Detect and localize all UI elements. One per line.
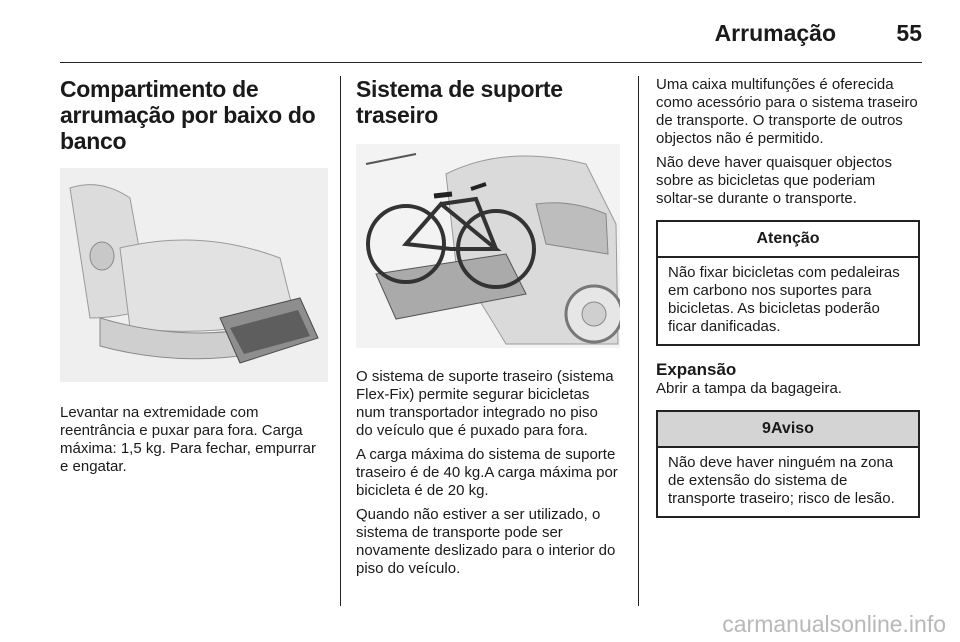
attention-body: Não fixar bicicletas com pedaleiras em carbono nos suportes para bicicletas. As bicicletas poderão ficar danificadas.: [668, 264, 900, 335]
column-rear-carrier: [356, 76, 618, 578]
column-storage: [60, 76, 328, 476]
bicycle-carrier-illustration: [356, 144, 620, 348]
warning-header: [658, 412, 918, 448]
attention-notice: [656, 220, 920, 346]
column-divider-right: [638, 76, 639, 606]
attention-title: Atenção: [658, 222, 918, 258]
page-header: [0, 16, 960, 56]
warning-body: Não deve haver ninguém na zona de extensão do sistema de transporte traseiro; risco de lesão.: [668, 454, 895, 507]
rear-carrier-heading: Sistema de suporte traseiro: [356, 76, 563, 128]
column-divider-left: [340, 76, 341, 606]
rear-carrier-paragraph-3: Quando não estiver a ser utilizado, o sistema de transporte pode ser novamente deslizado para o interior do piso do veículo.: [356, 506, 616, 577]
warning-notice: [656, 410, 920, 518]
warning-title: Aviso: [770, 420, 814, 437]
section-title: Arrumação: [714, 20, 836, 46]
expansion-heading: Expansão: [656, 360, 737, 379]
rear-carrier-paragraph-2: A carga máxima do sistema de suporte traseiro é de 40 kg.A carga máxima por bicicleta é de 20 kg.: [356, 446, 618, 499]
column-continued: [656, 76, 920, 518]
objects-paragraph: Não deve haver quaisquer objectos sobre as bicicletas que poderiam soltar-se durante o transporte.: [656, 154, 892, 207]
storage-heading: Compartimento de arrumação por baixo do banco: [60, 76, 316, 154]
bicycle-icon: [356, 144, 620, 348]
rear-carrier-paragraph-1: O sistema de suporte traseiro (sistema Flex-Fix) permite segurar bicicletas num transportador integrado no piso do veículo que é puxado para fora.: [356, 368, 614, 439]
warning-icon: 9: [762, 420, 771, 437]
expansion-paragraph: Abrir a tampa da bagageira.: [656, 380, 842, 397]
seat-drawer-icon: [60, 168, 328, 382]
header-rule: [60, 62, 922, 63]
watermark: carmanualsonline.info: [722, 611, 946, 637]
page-number: 55: [896, 20, 922, 46]
seat-storage-illustration: [60, 168, 328, 382]
multibox-paragraph: Uma caixa multifunções é oferecida como acessório para o sistema traseiro de transporte. O transporte de outros objectos não é permitido.: [656, 76, 918, 147]
storage-paragraph: Levantar na extremidade com reentrância e puxar para fora. Carga máxima: 1,5 kg. Para fechar, empurrar e engatar.: [60, 404, 316, 475]
